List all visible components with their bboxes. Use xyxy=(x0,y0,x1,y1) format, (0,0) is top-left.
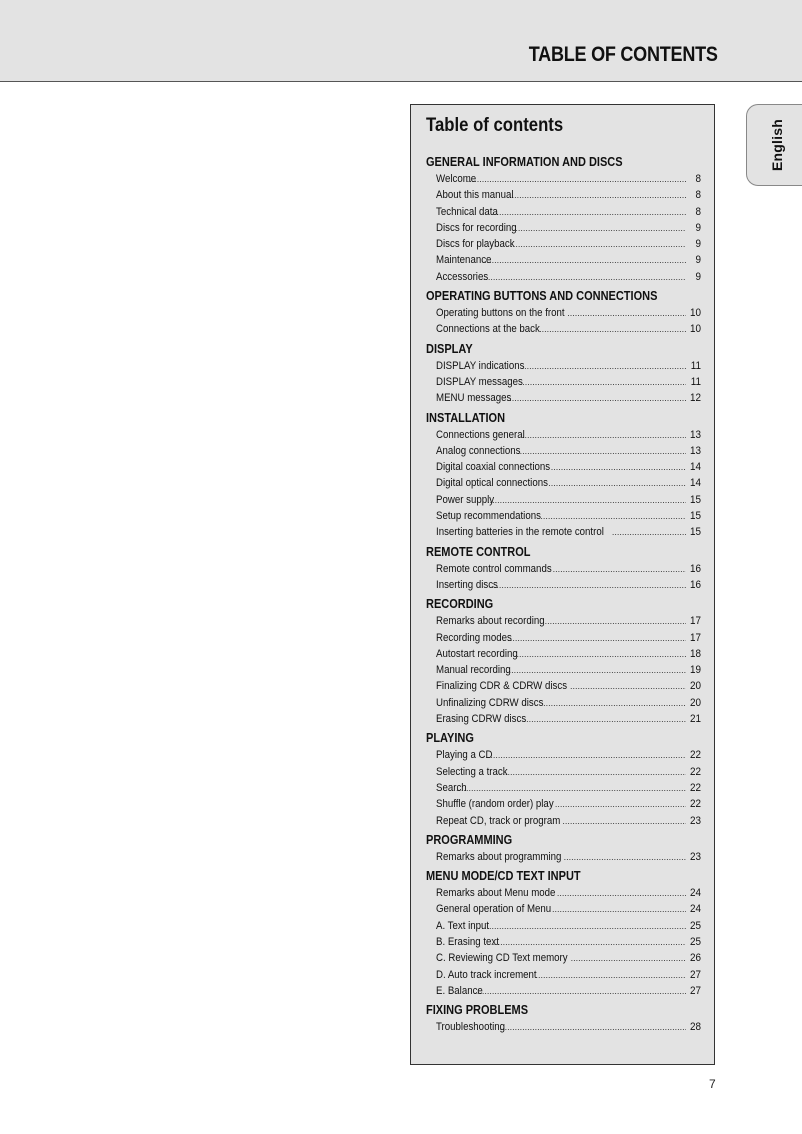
toc-entry-page: 13 xyxy=(689,444,701,457)
toc-entry-label: Selecting a track xyxy=(436,765,508,778)
toc-entry[interactable] xyxy=(426,427,701,443)
toc-entry-label: Operating buttons on the front xyxy=(436,307,565,320)
toc-entry-page: 26 xyxy=(689,952,701,965)
toc-entry[interactable] xyxy=(426,780,701,796)
dot-leader xyxy=(564,849,686,865)
toc-entry[interactable] xyxy=(426,813,701,829)
dot-leader xyxy=(491,204,686,220)
toc-entry-page: 22 xyxy=(689,749,701,762)
toc-section xyxy=(426,596,701,727)
dot-leader xyxy=(484,252,686,268)
toc-entry-label: DISPLAY messages xyxy=(436,375,523,388)
toc-entry-label: Playing a CD xyxy=(436,749,493,762)
toc-section-heading: RECORDING xyxy=(426,597,494,612)
dot-leader xyxy=(524,711,686,727)
toc-entry-label: D. Auto track increment xyxy=(436,968,537,981)
toc-entry-page: 8 xyxy=(695,173,701,185)
toc-section-heading: DISPLAY xyxy=(426,341,473,356)
toc-entry-label: A. Text input xyxy=(436,919,490,932)
dot-leader xyxy=(551,459,686,475)
toc-entry[interactable] xyxy=(426,901,701,917)
dot-leader xyxy=(553,561,686,577)
toc-section-heading: OPERATING BUTTONS AND CONNECTIONS xyxy=(426,289,658,304)
toc-entry-label: Remarks about recording xyxy=(436,615,545,628)
toc-entry-label: Accessories xyxy=(436,270,489,283)
toc-entry[interactable] xyxy=(426,204,701,220)
dot-leader xyxy=(545,613,686,629)
dot-leader xyxy=(522,427,686,443)
dot-leader xyxy=(510,236,686,252)
dot-leader xyxy=(520,374,686,390)
toc-entry[interactable] xyxy=(426,236,701,252)
toc-entry-label: Connections general xyxy=(436,428,525,441)
toc-entry[interactable] xyxy=(426,305,701,321)
toc-entry[interactable] xyxy=(426,983,701,999)
toc-entry-label: Unfinalizing CDRW discs xyxy=(436,696,544,709)
dot-leader xyxy=(570,678,686,694)
toc-entry-label: E. Balance xyxy=(436,984,483,997)
dot-leader xyxy=(517,443,686,459)
dot-leader xyxy=(500,1019,686,1035)
toc-entry[interactable] xyxy=(426,711,701,727)
toc-entry-page: 16 xyxy=(689,562,701,575)
toc-entry-page: 14 xyxy=(689,477,701,490)
toc-entry-page: 21 xyxy=(689,713,701,726)
page-header xyxy=(0,0,802,82)
toc-entry-page: 20 xyxy=(689,696,701,709)
toc-entry-page: 23 xyxy=(689,814,701,827)
toc-entry-page: 17 xyxy=(689,631,701,644)
dot-leader xyxy=(502,764,686,780)
toc-entry-page: 25 xyxy=(689,919,701,932)
toc-section-heading: GENERAL INFORMATION AND DISCS xyxy=(426,155,623,169)
toc-entry[interactable] xyxy=(426,796,701,812)
toc-entry[interactable] xyxy=(426,475,701,491)
toc-section xyxy=(426,410,701,541)
dot-leader xyxy=(540,508,686,524)
toc-entry-page: 15 xyxy=(689,510,701,523)
toc-entry[interactable] xyxy=(426,613,701,629)
toc-entry[interactable] xyxy=(426,577,701,593)
toc-entry-label: General operation of Menu xyxy=(436,903,552,916)
toc-entry-page: 28 xyxy=(689,1021,701,1034)
toc-section-heading: FIXING PROBLEMS xyxy=(426,1003,529,1018)
toc-entry-label: Repeat CD, track or program xyxy=(436,814,561,827)
dot-leader xyxy=(493,934,686,950)
toc-entry-label: Technical data xyxy=(436,205,498,218)
toc-entry-page: 22 xyxy=(689,765,701,778)
toc-entry-label: Discs for recording xyxy=(436,221,517,234)
toc-title: Table of contents xyxy=(426,115,564,136)
toc-section xyxy=(426,288,701,338)
dot-leader xyxy=(535,967,686,983)
toc-entry-label: Erasing CDRW discs xyxy=(436,713,527,726)
toc-entry[interactable] xyxy=(426,269,701,285)
toc-section-heading: REMOTE CONTROL xyxy=(426,544,531,559)
dot-leader xyxy=(509,187,686,203)
toc-section xyxy=(426,832,701,865)
toc-section-heading: INSTALLATION xyxy=(426,410,506,425)
dot-leader xyxy=(474,983,686,999)
toc-entry-label: Autostart recording xyxy=(436,647,518,660)
table-of-contents-box xyxy=(410,104,715,1065)
toc-entry-label: Power supply xyxy=(436,493,495,506)
toc-entry-label: Shuffle (random order) play xyxy=(436,798,554,811)
toc-entry[interactable] xyxy=(426,187,701,203)
toc-entry[interactable] xyxy=(426,918,701,934)
toc-entry-page: 8 xyxy=(695,205,701,218)
toc-entry-label: C. Reviewing CD Text memory xyxy=(436,952,568,965)
language-tab-label: English xyxy=(769,119,785,171)
dot-leader xyxy=(485,747,686,763)
dot-leader xyxy=(543,695,686,711)
dot-leader xyxy=(507,390,686,406)
toc-entry-label: Connections at the back xyxy=(436,323,540,336)
toc-entry-page: 9 xyxy=(695,221,701,234)
toc-entry-page: 27 xyxy=(689,984,701,997)
dot-leader xyxy=(491,577,686,593)
dot-leader xyxy=(571,950,686,966)
toc-entry[interactable] xyxy=(426,1019,701,1035)
toc-entry-label: Remote control commands xyxy=(436,562,552,575)
toc-entry-page: 22 xyxy=(689,798,701,811)
toc-entry[interactable] xyxy=(426,321,701,337)
toc-entry-page: 25 xyxy=(689,935,701,948)
dot-leader xyxy=(507,630,686,646)
toc-entry[interactable] xyxy=(426,662,701,678)
toc-entry-label: Troubleshooting xyxy=(436,1021,506,1034)
toc-entry-label: MENU messages xyxy=(436,392,512,405)
toc-entry-page: 16 xyxy=(689,578,701,591)
toc-entry-page: 27 xyxy=(689,968,701,981)
toc-entry[interactable] xyxy=(426,524,701,540)
toc-entry-label: B. Erasing text xyxy=(436,935,499,948)
toc-entry[interactable] xyxy=(426,508,701,524)
toc-entry-page: 18 xyxy=(689,647,701,660)
toc-entry-page: 14 xyxy=(689,461,701,474)
toc-entry-page: 9 xyxy=(695,270,701,283)
toc-entry-label: Inserting discs xyxy=(436,578,498,591)
toc-entry-label: Search xyxy=(436,781,467,794)
toc-section xyxy=(426,341,701,407)
dot-leader xyxy=(562,813,686,829)
toc-entry-page: 24 xyxy=(689,903,701,916)
dot-leader xyxy=(548,475,686,491)
toc-entry-page: 17 xyxy=(689,615,701,628)
toc-entry[interactable] xyxy=(426,950,701,966)
toc-entry[interactable] xyxy=(426,747,701,763)
toc-entry-label: Analog connections xyxy=(436,444,521,457)
toc-entry-label: Finalizing CDR & CDRW discs xyxy=(436,680,568,693)
toc-section-heading: MENU MODE/CD TEXT INPUT xyxy=(426,869,581,884)
toc-entry[interactable] xyxy=(426,459,701,475)
dot-leader xyxy=(487,492,686,508)
dot-leader xyxy=(522,358,686,374)
dot-leader xyxy=(514,646,686,662)
toc-entry[interactable] xyxy=(426,764,701,780)
toc-entry[interactable] xyxy=(426,492,701,508)
toc-section xyxy=(426,154,701,285)
toc-entry-page: 15 xyxy=(689,526,701,539)
toc-entry-label: Setup recommendations xyxy=(436,510,541,523)
toc-entry-page: 9 xyxy=(695,238,701,251)
toc-entry-label: Digital optical connections xyxy=(436,477,548,490)
toc-entry[interactable] xyxy=(426,630,701,646)
toc-entry[interactable] xyxy=(426,967,701,983)
toc-section xyxy=(426,868,701,999)
toc-entry-label: Inserting batteries in the remote control xyxy=(436,526,604,539)
toc-entry-page: 13 xyxy=(689,428,701,441)
toc-entry-page: 24 xyxy=(689,887,701,900)
toc-entry[interactable] xyxy=(426,443,701,459)
toc-section-heading: PLAYING xyxy=(426,731,474,746)
dot-leader xyxy=(506,662,686,678)
toc-entry[interactable] xyxy=(426,678,701,694)
toc-entry-label: Maintenance xyxy=(436,254,492,267)
dot-leader xyxy=(612,524,686,540)
dot-leader xyxy=(513,220,686,236)
dot-leader xyxy=(480,269,686,285)
toc-entry-page: 8 xyxy=(695,189,701,202)
toc-entry[interactable] xyxy=(426,561,701,577)
dot-leader xyxy=(481,918,686,934)
toc-entry-label: Manual recording xyxy=(436,664,511,677)
toc-entry-label: Remarks about Menu mode xyxy=(436,887,556,900)
toc-entry[interactable] xyxy=(426,646,701,662)
toc-entry-page: 15 xyxy=(689,493,701,506)
toc-section xyxy=(426,730,701,828)
toc-entry[interactable] xyxy=(426,934,701,950)
toc-entry-page: 12 xyxy=(689,392,701,405)
dot-leader xyxy=(552,901,686,917)
toc-entry-page: 11 xyxy=(690,375,701,388)
dot-leader xyxy=(557,885,686,901)
toc-entry-label: Remarks about programming xyxy=(436,850,562,863)
toc-entry-page: 10 xyxy=(689,307,701,320)
toc-entry[interactable] xyxy=(426,358,701,374)
dot-leader xyxy=(456,780,686,796)
toc-entry-label: DISPLAY indications xyxy=(436,359,525,372)
toc-section-heading: PROGRAMMING xyxy=(426,832,513,847)
toc-entry[interactable] xyxy=(426,220,701,236)
dot-leader xyxy=(555,796,686,812)
toc-entry[interactable] xyxy=(426,390,701,406)
toc-entry-label: Welcome xyxy=(436,173,477,185)
toc-section xyxy=(426,544,701,594)
toc-section xyxy=(426,1002,701,1035)
language-tab xyxy=(746,104,802,186)
toc-entry[interactable] xyxy=(426,849,701,865)
toc-entry-label: About this manual xyxy=(436,189,514,202)
toc-entry-label: Discs for playback xyxy=(436,238,515,251)
toc-entry[interactable] xyxy=(426,171,701,187)
toc-entry-page: 9 xyxy=(695,254,701,267)
toc-entry[interactable] xyxy=(426,885,701,901)
toc-list xyxy=(426,154,701,1038)
toc-entry[interactable] xyxy=(426,374,701,390)
toc-entry-page: 10 xyxy=(689,323,701,336)
toc-entry-label: Recording modes xyxy=(436,631,512,644)
toc-entry-page: 20 xyxy=(689,680,701,693)
dot-leader xyxy=(467,171,686,187)
page-title: TABLE OF CONTENTS xyxy=(529,43,718,66)
toc-entry[interactable] xyxy=(426,695,701,711)
dot-leader xyxy=(539,321,686,337)
toc-entry[interactable] xyxy=(426,252,701,268)
toc-entry-page: 19 xyxy=(689,664,701,677)
dot-leader xyxy=(567,305,686,321)
toc-entry-label: Digital coaxial connections xyxy=(436,461,551,474)
toc-entry-page: 22 xyxy=(689,781,701,794)
toc-entry-page: 11 xyxy=(690,359,701,372)
toc-entry-page: 23 xyxy=(689,850,701,863)
page-number: 7 xyxy=(709,1077,716,1091)
